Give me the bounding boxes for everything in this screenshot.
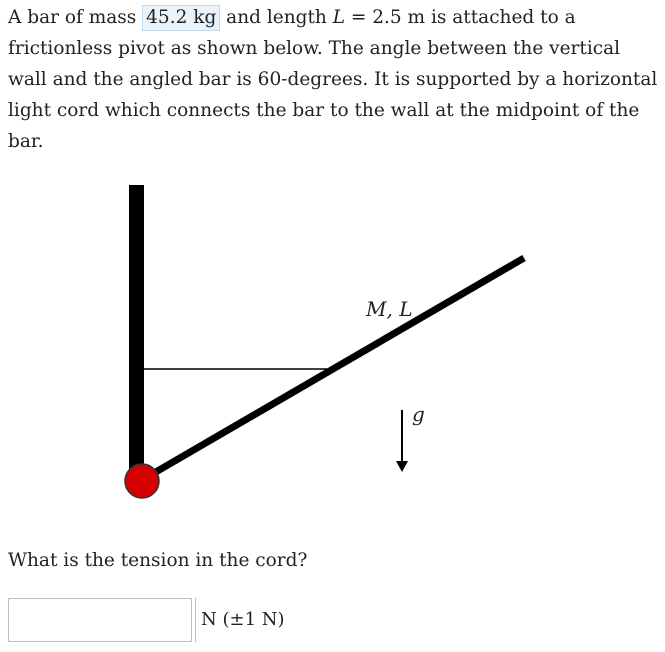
pivot-point (125, 464, 159, 498)
length-symbol: L (332, 7, 345, 28)
vertical-wall (129, 185, 144, 482)
problem-text-rest: = 2.5 m is attached to a frictionless pivot as shown below. The angle between the vertical wall and the angled bar is 60-degrees. It is supported by a horizontal light cord which connects the bar to the wall at the midpoint of the bar. (8, 7, 658, 152)
problem-text-intro: A bar of mass (8, 7, 137, 28)
question-text: What is the tension in the cord? (8, 550, 308, 571)
mass-parameter: 45.2 kg (142, 5, 220, 31)
gravity-arrow-head (396, 461, 408, 472)
answer-input[interactable] (8, 598, 192, 642)
problem-text-length: and length (220, 7, 333, 28)
bar-label: M, L (366, 297, 413, 321)
unit-label: N (±1 N) (195, 598, 285, 642)
gravity-label: g (412, 402, 425, 426)
